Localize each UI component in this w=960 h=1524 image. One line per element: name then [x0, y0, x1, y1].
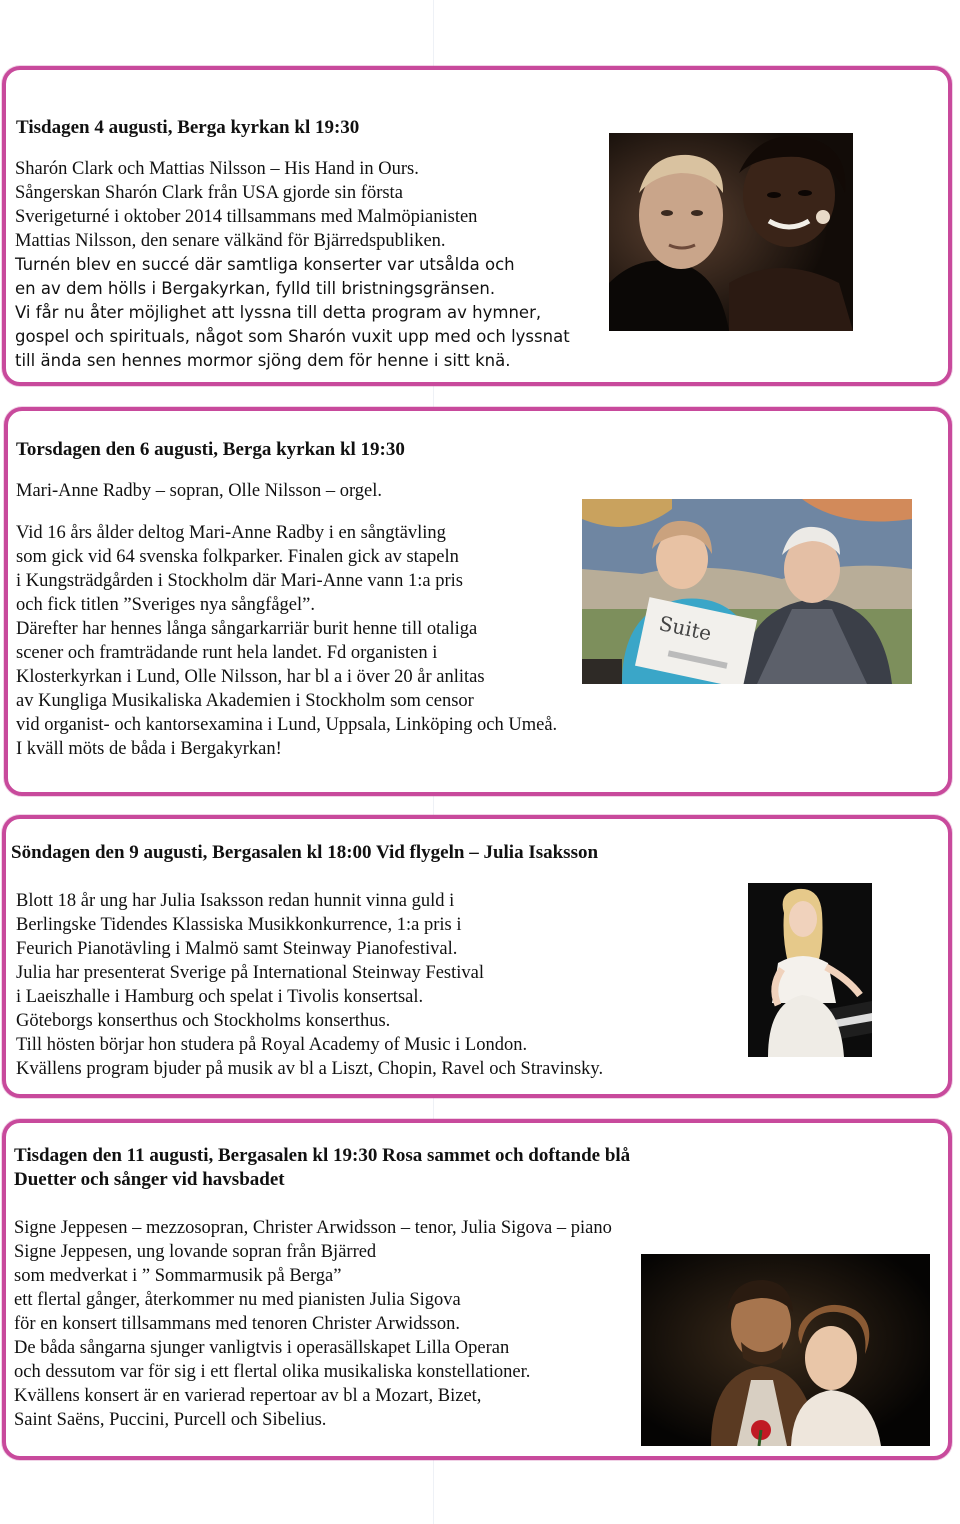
- event-1-description: Sharón Clark och Mattias Nilsson – His Hand in Ours. Sångerskan Sharón Clark från USA gjorde sin första Sverigeturné i oktober 2014 tillsammans med Malmöpianisten Mattias Nilsson, den senare välkänd för Bjärredspubliken. Turnén blev en succé där samtliga konserter var utsålda och en av dem hölls i Bergakyrkan, fylld till bristningsgränsen. Vi får nu åter möjlighet att lyssna till detta program av hymner, gospel och spirituals, något som Sharón vuxit upp med och lyssnat till ända sen hennes mormor sjöng dem för henne i sitt knä.: [15, 159, 570, 370]
- event-3-description: Blott 18 år ung har Julia Isaksson redan hunnit vinna guld i Berlingske Tidendes Klassiska Musikkonkurrence, 1:a pris i Feurich Pianotävling i Malmö samt Steinway Pianofestival. Julia har presenterat Sverige på International Steinway Festival i Laeiszhalle i Hamburg och spelat i Tivolis konsertsal. Göteborgs konserthus och Stockholms konserthus. Till hösten börjar hon studera på Royal Academy of Music i London. Kvällens program bjuder på musik av bl a Liszt, Chopin, Ravel och Stravinsky.: [16, 891, 604, 1079]
- event-1-photo: [609, 133, 853, 331]
- event-card-4: [2, 1119, 952, 1460]
- event-2-photo: [582, 499, 912, 684]
- event-4-title: Tisdagen den 11 augusti, Bergasalen kl 19:30 Rosa sammet och doftande blå Duetter och sånger vid havsbadet: [14, 1145, 631, 1190]
- event-card-2: [4, 407, 952, 796]
- event-1-title: Tisdagen 4 augusti, Berga kyrkan kl 19:30: [16, 117, 360, 138]
- event-4-photo: [641, 1254, 930, 1446]
- event-3-photo: [748, 883, 872, 1057]
- event-3-title: Söndagen den 9 augusti, Bergasalen kl 18:00 Vid flygeln – Julia Isaksson: [11, 842, 599, 863]
- event-2-description: Vid 16 års ålder deltog Mari-Anne Radby i en sångtävling som gick vid 64 svenska folkparker. Finalen gick av stapeln i Kungsträdgården i Stockholm där Mari-Anne vann 1:a pris och fick titlen ”Sveriges nya sångfågel”. Därefter har hennes långa sångarkarriär burit henne till otaliga scener och framträdande runt hela landet. Fd organisten i Klosterkyrkan i Lund, Olle Nilsson, har bl a i över 20 år anlitas av Kungliga Musikaliska Akademien i Stockholm som censor vid organist- och kantorsexamina i Lund, Uppsala, Linköping och Umeå. I kväll möts de båda i Bergakyrkan!: [16, 523, 558, 759]
- event-2-performers: Mari-Anne Radby – sopran, Olle Nilsson – orgel.: [16, 481, 383, 501]
- book-title-text: Suite: [656, 611, 714, 646]
- event-2-title: Torsdagen den 6 augusti, Berga kyrkan kl 19:30: [16, 439, 405, 460]
- event-card-1: [2, 66, 952, 386]
- event-card-3: [2, 815, 952, 1098]
- event-4-description: Signe Jeppesen – mezzosopran, Christer Arwidsson – tenor, Julia Sigova – piano Signe Jeppesen, ung lovande sopran från Bjärred som medverkat i ” Sommarmusik på Berga” ett flertal gånger, återkommer nu med pianisten Julia Sigova för en konsert tillsammans med tenoren Christer Arwidsson. De båda sångarna sjunger vanligtvis i operasällskapet Lilla Operan och dessutom var för sig i ett flertal olika musikaliska konstellationer. Kvällens konsert är en varierad repertoar av bl a Mozart, Bizet, Saint Saëns, Puccini, Purcell och Sibelius.: [14, 1218, 612, 1430]
